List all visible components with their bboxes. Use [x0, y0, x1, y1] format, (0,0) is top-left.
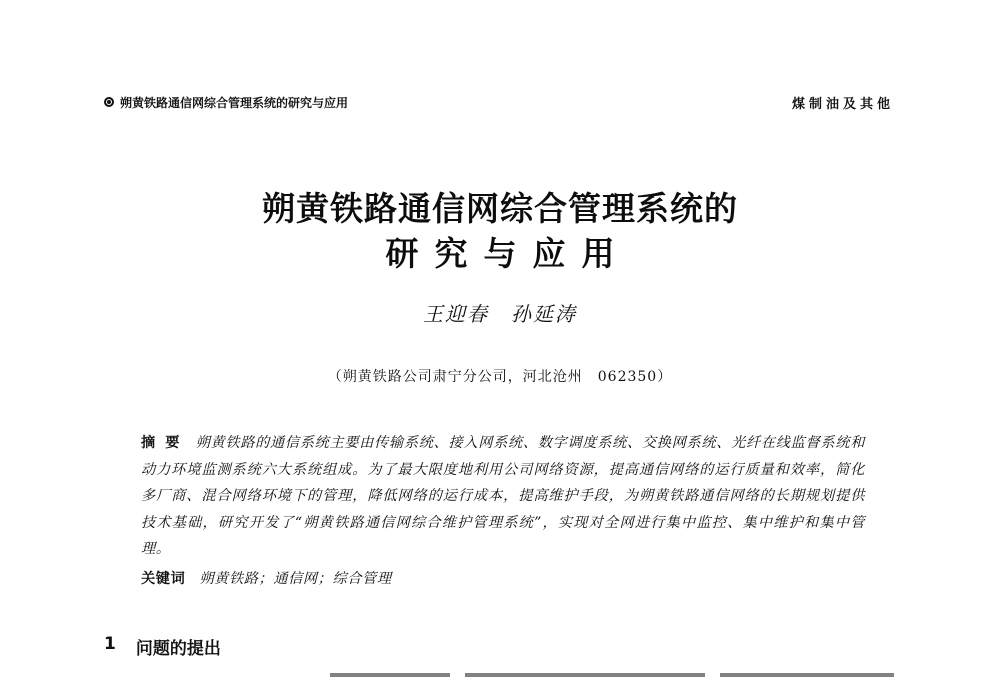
- running-header-left: [104, 94, 348, 111]
- running-header: [104, 92, 894, 112]
- cut-off-fragment: [720, 673, 894, 677]
- affiliation: （朔黄铁路公司肃宁分公司，河北沧州 062350）: [327, 369, 673, 385]
- section-title: 问题的提出: [135, 639, 221, 659]
- keywords-text: 朔黄铁路；通信网；综合管理: [199, 571, 392, 587]
- keywords: [141, 566, 865, 592]
- section-heading: [104, 634, 221, 659]
- paper-title-line-1: 朔黄铁路通信网综合管理系统的: [262, 189, 738, 228]
- section-number: 1: [104, 634, 116, 654]
- bullet-icon: [104, 97, 114, 107]
- paper-title-line-2: 研究与应用: [385, 234, 631, 273]
- running-header-category: 煤制油及其他: [791, 96, 894, 112]
- abstract: [141, 430, 865, 563]
- running-header-title: 朔黄铁路通信网综合管理系统的研究与应用: [120, 95, 349, 110]
- abstract-text: 朔黄铁路的通信系统主要由传输系统、接入网系统、数字调度系统、交换网系统、光纤在线监督系统和动力环境监测系统六大系统组成。为了最大限度地利用公司网络资源，提高通信网络的运行质量和效率，简化多厂商、混合网络环境下的管理，降低网络的运行成本，提高维护手段，为朔黄铁路通信网络的长期规划提供技术基础，研究开发了“朔黄铁路通信网综合维护管理系统”，实现对全网进行集中监控、集中维护和集中管理。: [141, 435, 865, 557]
- cut-off-text-line: [330, 668, 894, 677]
- cut-off-fragment: [465, 673, 705, 677]
- authors: 王迎春 孙延涛: [423, 302, 577, 326]
- keywords-label: 关键词: [141, 571, 186, 587]
- abstract-label: 摘要: [141, 435, 190, 451]
- cut-off-fragment: [330, 673, 450, 677]
